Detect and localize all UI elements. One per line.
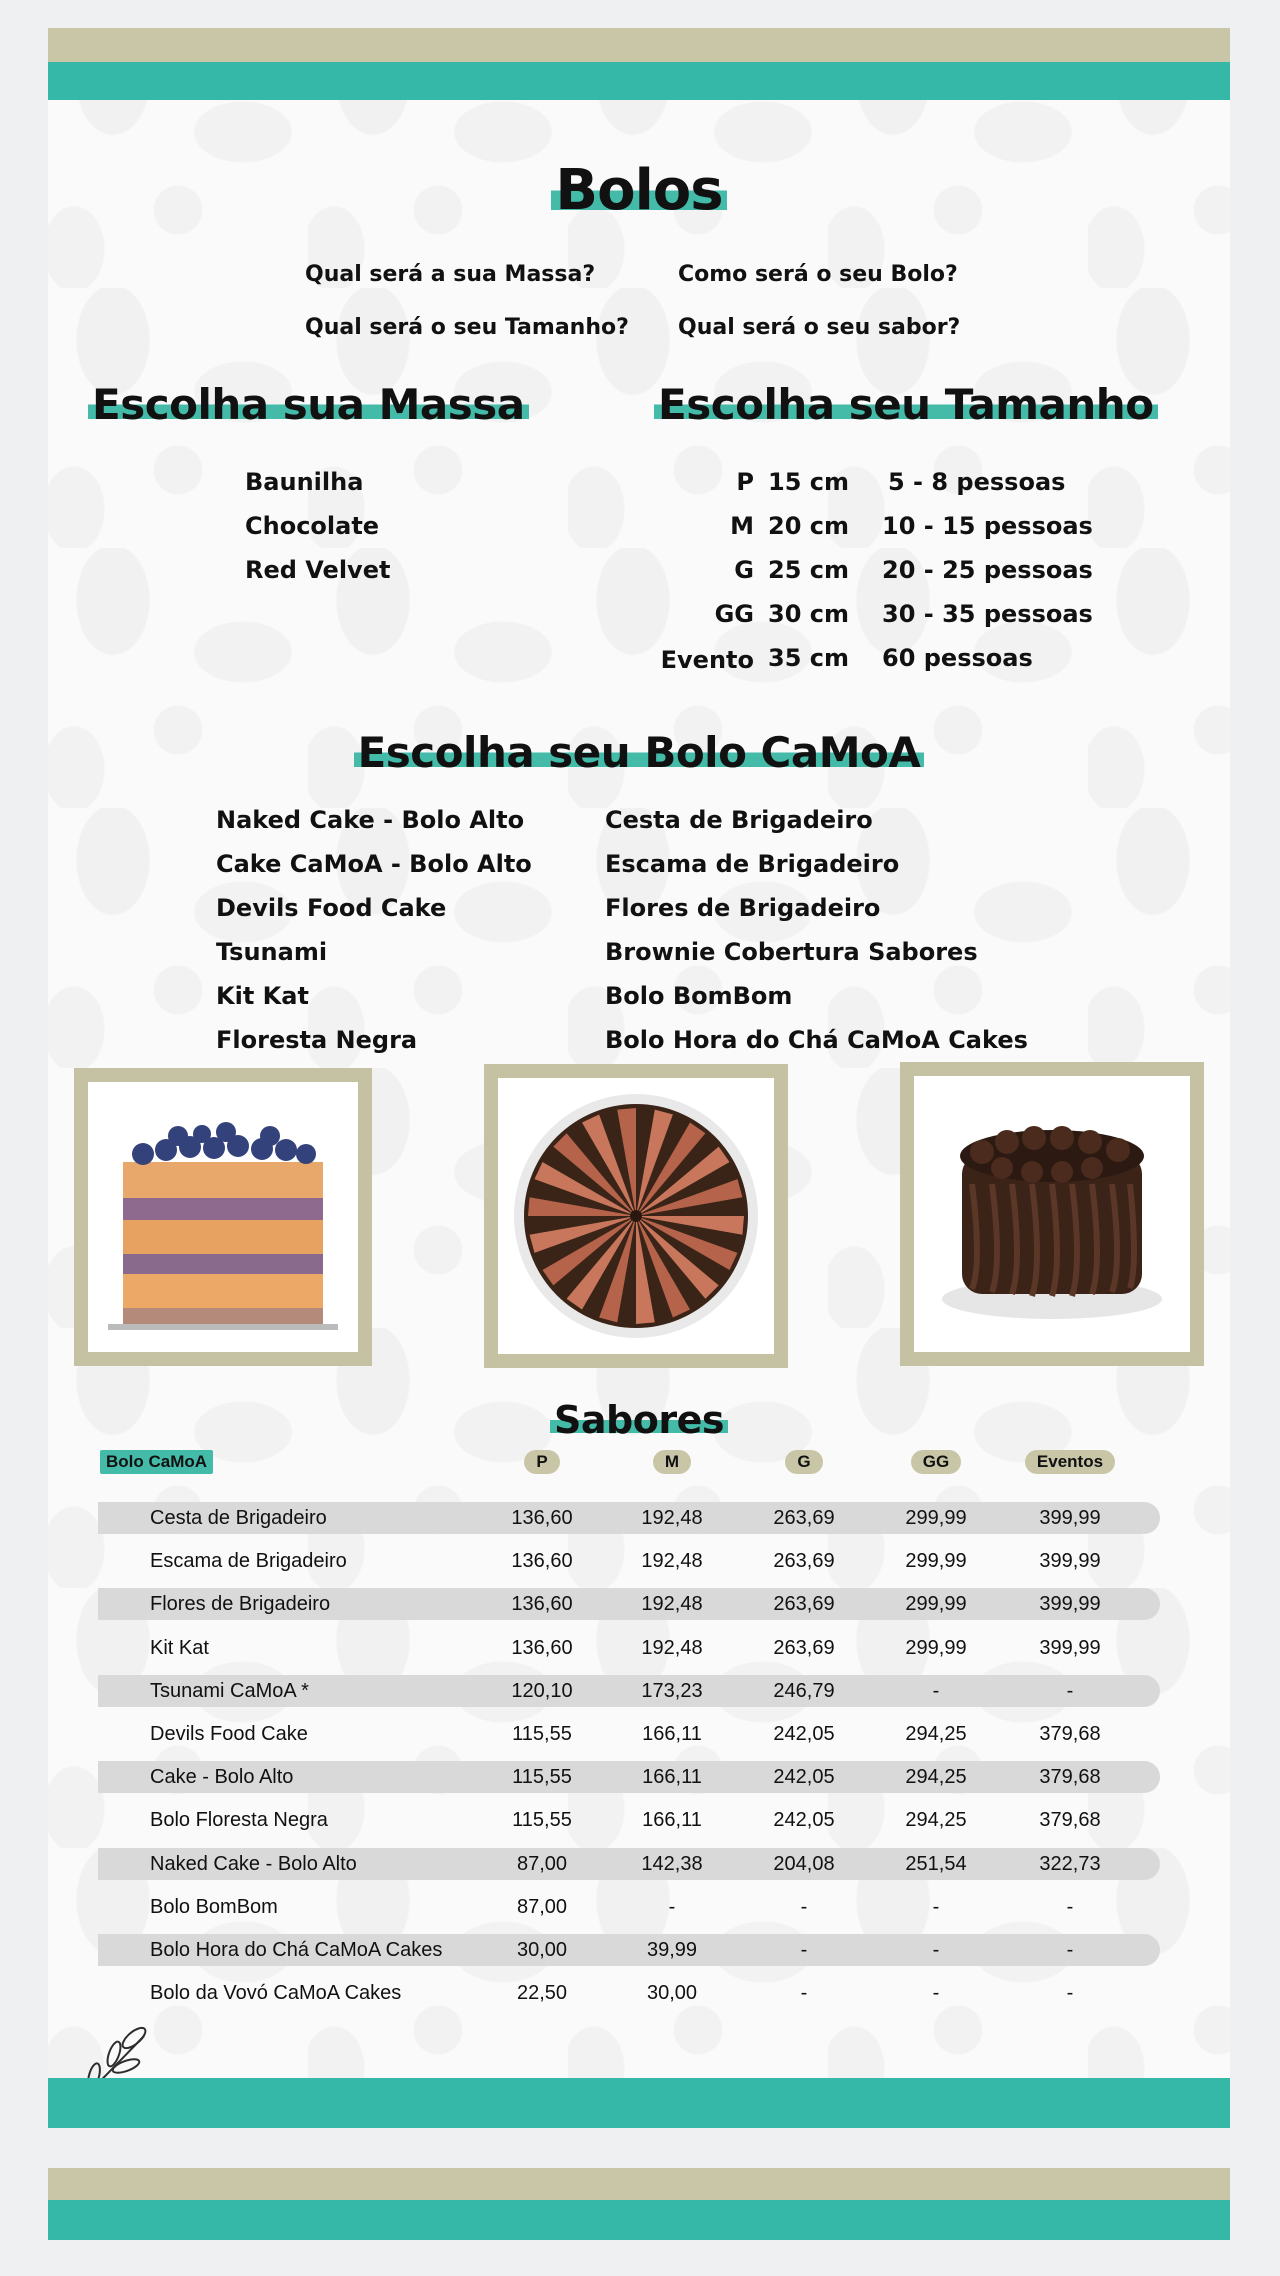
price-cell: 263,69: [773, 1636, 835, 1659]
size-people: 10 - 15 pessoas: [882, 512, 1093, 540]
price-cell: 192,48: [641, 1550, 703, 1573]
bolo-item: Bolo Hora do Chá CaMoA Cakes: [605, 1026, 1028, 1054]
price-cell: 299,99: [905, 1550, 967, 1573]
escama-cake-image: [506, 1086, 766, 1346]
bolo-item: Flores de Brigadeiro: [605, 894, 881, 922]
bolo-item: Brownie Cobertura Sabores: [605, 938, 978, 966]
next-page-teal-band: [48, 2200, 1230, 2240]
size-label: G: [734, 556, 754, 584]
cake-photo-naked: [74, 1068, 372, 1366]
price-cell: 166,11: [642, 1723, 702, 1745]
massa-item: Red Velvet: [245, 556, 391, 584]
massa-heading: Escolha sua Massa: [88, 380, 529, 429]
size-cm: 30 cm: [768, 600, 849, 628]
row-name: Tsunami CaMoA *: [150, 1679, 309, 1702]
price-cell: 399,99: [1039, 1636, 1101, 1659]
price-cell: 136,60: [511, 1550, 573, 1573]
price-cell: 87,00: [516, 1852, 568, 1875]
size-label: GG: [714, 600, 754, 628]
price-cell: 294,25: [905, 1766, 967, 1789]
bolo-item: Kit Kat: [216, 982, 309, 1010]
price-cell: 294,25: [905, 1723, 967, 1745]
price-cell: 399,99: [1039, 1593, 1101, 1616]
bolo-heading: Escolha seu Bolo CaMoA: [48, 728, 1230, 777]
row-name: Kit Kat: [150, 1636, 209, 1659]
price-cell: -: [932, 1679, 940, 1702]
price-cell: 242,05: [773, 1766, 835, 1789]
size-label: M: [730, 512, 754, 540]
price-cell: 136,60: [511, 1507, 573, 1529]
price-cell: 136,60: [511, 1593, 573, 1616]
price-cell: -: [932, 1982, 940, 2005]
price-cell: -: [800, 1982, 808, 2005]
price-cell: 30,00: [516, 1939, 568, 1961]
price-cell: 294,25: [905, 1809, 967, 1832]
price-cell: 136,60: [511, 1636, 573, 1659]
col-header-gg: GG: [886, 1450, 986, 1474]
price-cell: 263,69: [773, 1593, 835, 1616]
size-label: P: [736, 468, 754, 496]
next-page-tan-band: [48, 2168, 1230, 2200]
price-cell: -: [668, 1895, 676, 1918]
row-name: Bolo BomBom: [150, 1895, 278, 1918]
price-cell: -: [1066, 1982, 1074, 2005]
massa-item: Baunilha: [245, 468, 364, 496]
bolo-item: Floresta Negra: [216, 1026, 418, 1054]
price-cell: 115,55: [512, 1766, 572, 1789]
row-name: Devils Food Cake: [150, 1723, 308, 1745]
row-name: Naked Cake - Bolo Alto: [150, 1852, 357, 1875]
tamanho-heading: Escolha seu Tamanho: [654, 380, 1158, 429]
question-sabor: Qual será o seu sabor?: [678, 315, 961, 340]
bolo-item: Cesta de Brigadeiro: [605, 806, 873, 834]
row-name: Flores de Brigadeiro: [150, 1593, 331, 1616]
col-header-m: M: [622, 1450, 722, 1474]
price-cell: 379,68: [1039, 1766, 1101, 1789]
table-row: [98, 1761, 1160, 1793]
price-cell: 30,00: [646, 1982, 698, 2005]
table-row: [98, 1891, 1160, 1923]
price-cell: 173,23: [641, 1679, 703, 1702]
size-cm: 25 cm: [768, 556, 849, 584]
price-cell: 379,68: [1039, 1809, 1101, 1832]
price-cell: 399,99: [1039, 1550, 1101, 1573]
bottom-teal-band: [48, 2078, 1230, 2128]
size-cm: 20 cm: [768, 512, 849, 540]
size-people: 60 pessoas: [882, 644, 1033, 672]
price-cell: 192,48: [641, 1507, 703, 1529]
row-name: Escama de Brigadeiro: [150, 1550, 347, 1573]
price-cell: 242,05: [773, 1723, 835, 1745]
bolo-item: Cake CaMoA - Bolo Alto: [216, 850, 532, 878]
bolo-item: Naked Cake - Bolo Alto: [216, 806, 525, 834]
price-cell: 192,48: [641, 1593, 703, 1616]
table-row: [98, 1804, 1160, 1836]
chocolate-cake-image: [922, 1084, 1182, 1344]
table-row: [98, 1632, 1160, 1664]
col-header-g: G: [754, 1450, 854, 1474]
price-cell: 263,69: [773, 1550, 835, 1573]
bolo-item: Bolo BomBom: [605, 982, 793, 1010]
col-header-bolo: Bolo CaMoA: [100, 1450, 213, 1474]
table-row: [98, 1934, 1160, 1966]
price-cell: 299,99: [905, 1593, 967, 1616]
price-cell: 399,99: [1039, 1507, 1101, 1529]
price-cell: 166,11: [642, 1809, 702, 1832]
price-cell: -: [932, 1939, 940, 1961]
row-name: Bolo Floresta Negra: [150, 1809, 328, 1832]
price-cell: 299,99: [905, 1636, 967, 1659]
price-cell: 22,50: [516, 1982, 568, 2005]
row-name: Cesta de Brigadeiro: [150, 1507, 327, 1529]
page-title: Bolos: [48, 158, 1230, 223]
question-massa: Qual será a sua Massa?: [305, 262, 596, 287]
question-tamanho: Qual será o seu Tamanho?: [305, 315, 629, 340]
price-cell: 192,48: [641, 1636, 703, 1659]
price-cell: 120,10: [511, 1679, 573, 1702]
price-cell: 115,55: [512, 1809, 572, 1832]
price-cell: 204,08: [773, 1852, 835, 1875]
price-cell: 166,11: [642, 1766, 702, 1789]
table-row: [98, 1718, 1160, 1750]
bolo-item: Escama de Brigadeiro: [605, 850, 900, 878]
price-cell: -: [1066, 1939, 1074, 1961]
price-cell: 87,00: [516, 1895, 568, 1918]
table-row: [98, 1848, 1160, 1880]
price-cell: 299,99: [905, 1507, 967, 1529]
price-cell: 39,99: [646, 1939, 698, 1961]
table-row: [98, 1675, 1160, 1707]
row-name: Bolo Hora do Chá CaMoA Cakes: [150, 1939, 443, 1961]
price-cell: -: [932, 1895, 940, 1918]
price-cell: 115,55: [512, 1723, 572, 1745]
price-cell: -: [800, 1895, 808, 1918]
col-header-p: P: [492, 1450, 592, 1474]
size-cm: 15 cm: [768, 468, 849, 496]
size-cm: 35 cm: [768, 644, 849, 672]
price-cell: 142,38: [641, 1852, 703, 1875]
size-people: 30 - 35 pessoas: [882, 600, 1093, 628]
cake-photo-chocolate: [900, 1062, 1204, 1366]
size-people: 20 - 25 pessoas: [882, 556, 1093, 584]
price-cell: 322,73: [1039, 1852, 1101, 1875]
top-tan-band: [48, 28, 1230, 62]
price-cell: 246,79: [773, 1679, 835, 1702]
price-cell: 251,54: [905, 1852, 967, 1875]
row-name: Bolo da Vovó CaMoA Cakes: [150, 1982, 402, 2005]
row-name: Cake - Bolo Alto: [150, 1766, 294, 1789]
top-teal-band: [48, 62, 1230, 100]
price-cell: -: [1066, 1895, 1074, 1918]
bolo-item: Tsunami: [216, 938, 328, 966]
massa-item: Chocolate: [245, 512, 380, 540]
table-row: [98, 1502, 1160, 1534]
naked-cake-image: [98, 1092, 348, 1342]
price-cell: 242,05: [773, 1809, 835, 1832]
table-row: [98, 1588, 1160, 1620]
menu-card: [48, 28, 1230, 2128]
size-people: 5 - 8 pessoas: [888, 468, 1066, 496]
size-label: Evento: [660, 646, 754, 674]
table-row: [98, 1545, 1160, 1577]
bolo-item: Devils Food Cake: [216, 894, 447, 922]
price-cell: -: [800, 1939, 808, 1961]
col-header-eventos: Eventos: [1010, 1450, 1130, 1474]
price-cell: -: [1066, 1679, 1074, 1702]
price-cell: 263,69: [773, 1507, 835, 1529]
price-cell: 379,68: [1039, 1723, 1101, 1745]
cake-photo-escama: [484, 1064, 788, 1368]
table-row: [98, 1977, 1160, 2009]
sabores-heading: Sabores: [48, 1398, 1230, 1442]
question-bolo: Como será o seu Bolo?: [678, 262, 958, 287]
